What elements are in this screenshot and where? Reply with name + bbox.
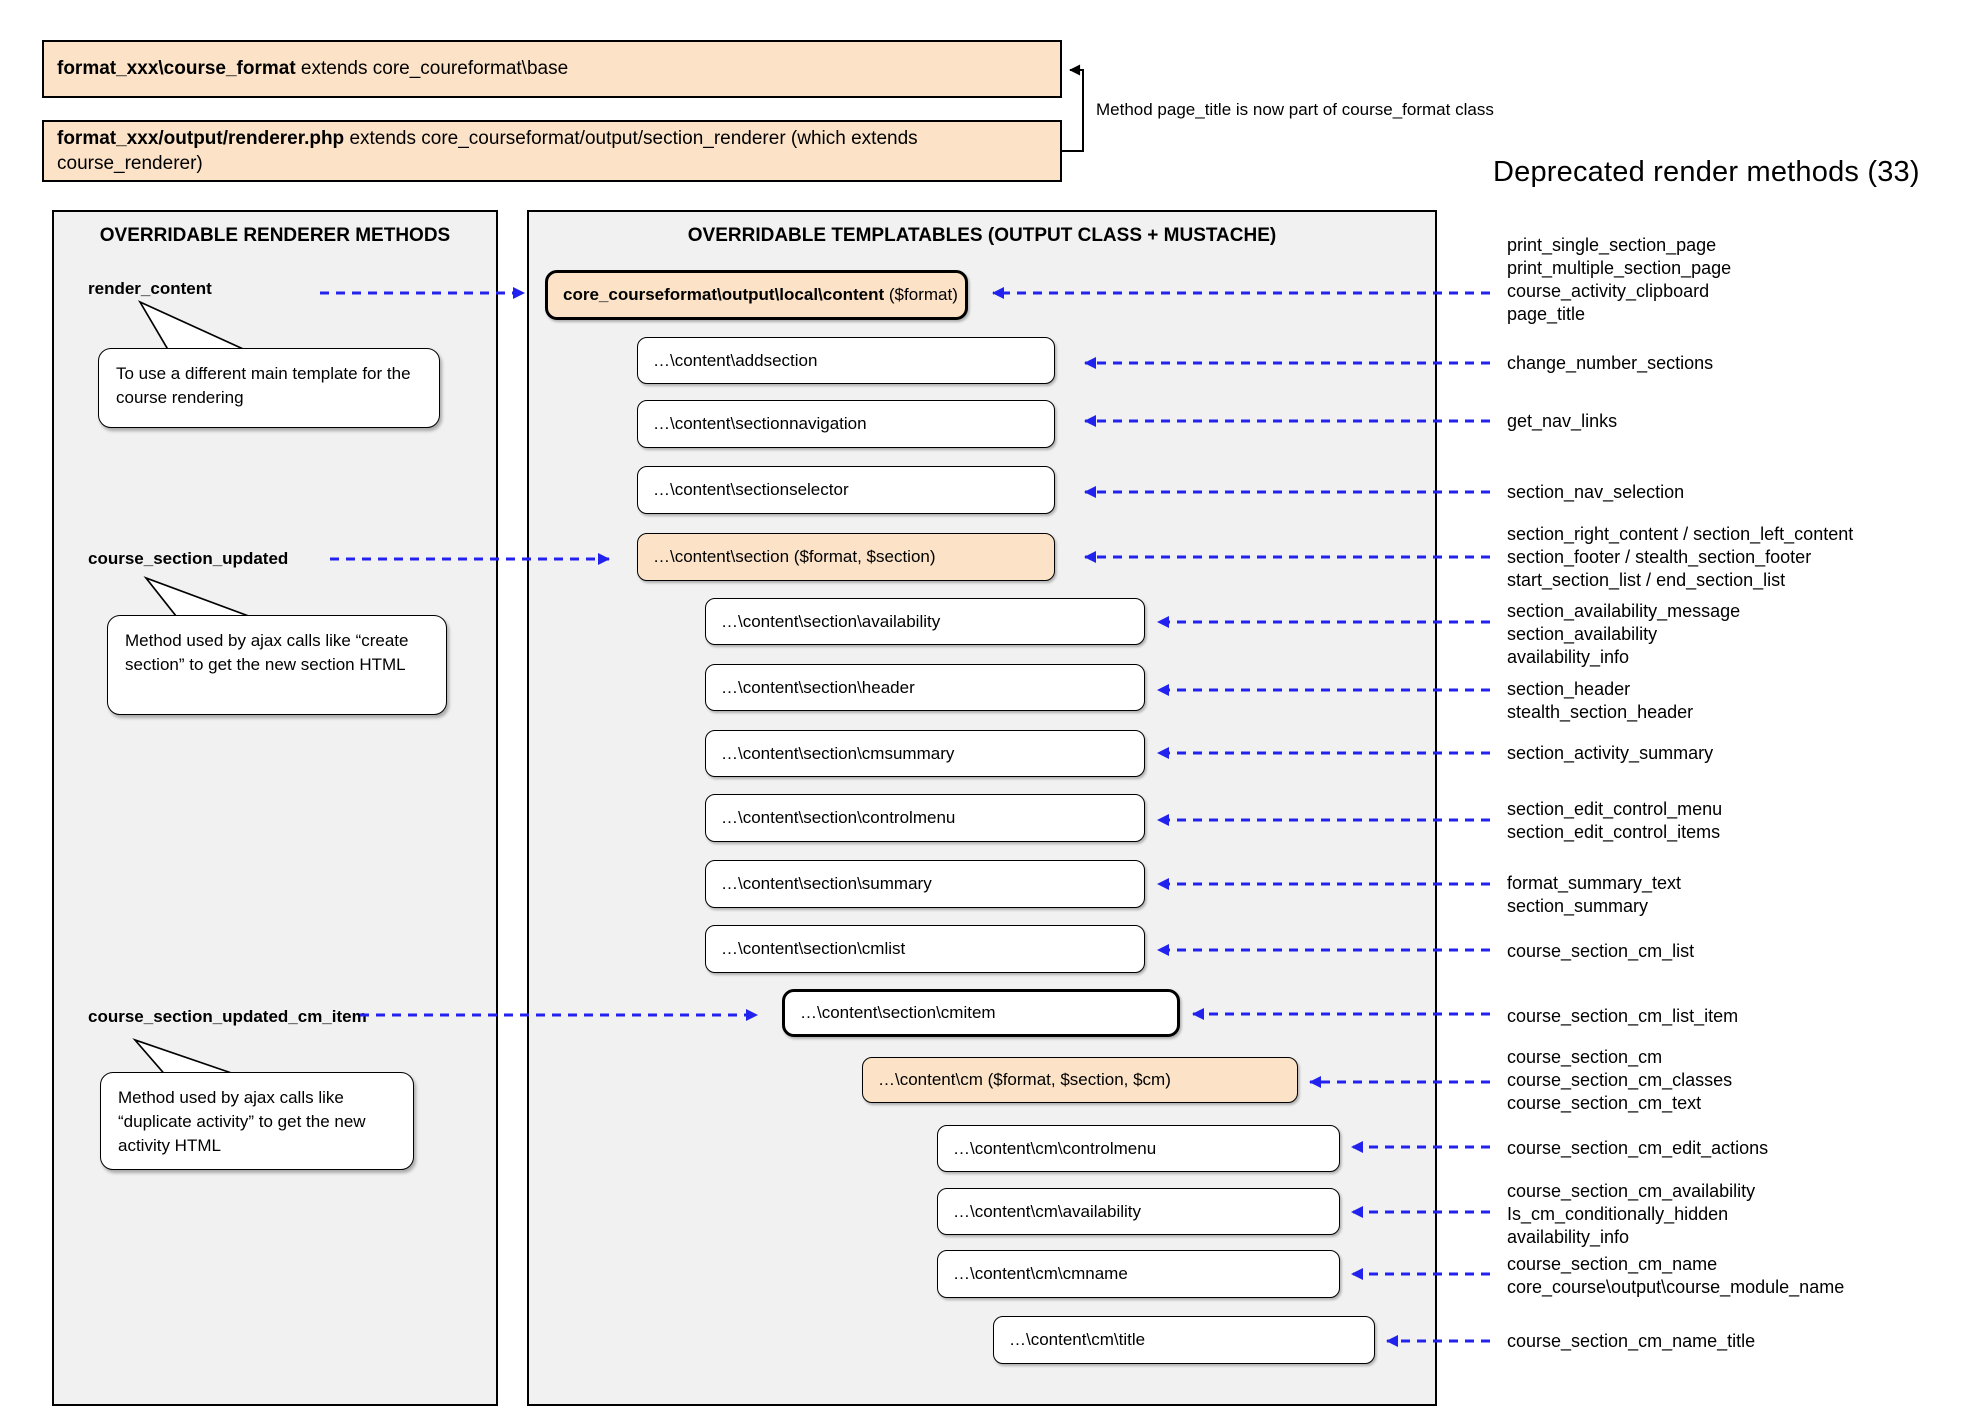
- templatable-label: …\content\addsection: [653, 350, 818, 370]
- deprecated-method-name: page_title: [1507, 304, 1586, 324]
- class-definition-text: [57, 126, 1047, 176]
- deprecated-method-name: stealth_section_header: [1507, 702, 1694, 722]
- renderer-method-course-section-updated-cm-item: course_section_updated_cm_item: [88, 1007, 367, 1026]
- deprecated-method-name: print_multiple_section_page: [1507, 258, 1732, 278]
- deprecated-method-name: section_edit_control_menu: [1507, 799, 1723, 819]
- deprecated-method-group: [1507, 352, 1713, 375]
- deprecated-method-name: section_summary: [1507, 896, 1649, 916]
- deprecated-method-name: start_section_list / end_section_list: [1507, 570, 1786, 590]
- templatable-box-section-cmsummary: [705, 730, 1145, 777]
- deprecated-method-group: [1507, 742, 1713, 765]
- deprecated-method-group: [1507, 481, 1684, 504]
- class-definition-box-renderer: [42, 120, 1062, 182]
- templatable-label: …\content\section\cmlist: [721, 939, 906, 958]
- templatable-box-section-availability: [705, 598, 1145, 645]
- templatable-label: …\content\section\controlmenu: [721, 808, 956, 827]
- deprecated-method-group: [1507, 678, 1693, 724]
- templatable-box-section-header: [705, 664, 1145, 711]
- renderer-methods-panel-title: OVERRIDABLE RENDERER METHODS: [99, 225, 451, 246]
- templatable-label: …\content\section\cmsummary: [721, 743, 955, 763]
- bracket-connector: [1062, 70, 1083, 151]
- templatable-label: …\content\section\cmitem: [800, 1003, 996, 1022]
- deprecated-method-name: Is_cm_conditionally_hidden: [1507, 1204, 1729, 1224]
- callout-bubble-course-section-updated-cm-item: Method used by ajax calls like “duplicate activity” to get the new activity HTML: [100, 1072, 414, 1170]
- deprecated-method-name: course_section_cm_availability: [1507, 1181, 1756, 1201]
- deprecated-method-name: availability_info: [1507, 647, 1630, 667]
- deprecated-method-group: [1507, 234, 1731, 326]
- deprecated-method-group: [1507, 1137, 1768, 1160]
- templatable-label: …\content\section ($format, $section): [653, 547, 936, 566]
- templatable-box-section-cmlist: [705, 925, 1145, 973]
- renderer-method-render-content: render_content: [88, 279, 212, 298]
- templatable-box-section-cmitem: [782, 989, 1180, 1037]
- templatable-label-rest: ($format): [884, 285, 958, 304]
- deprecated-method-name: section_header: [1507, 679, 1631, 699]
- templatable-label: …\content\cm\controlmenu: [953, 1138, 1157, 1158]
- deprecated-method-group: [1507, 1046, 1732, 1115]
- renderer-method-course-section-updated: course_section_updated: [88, 549, 289, 568]
- templatable-label: …\content\section\availability: [721, 611, 941, 631]
- class-definition-box-course-format: [42, 40, 1062, 98]
- templatable-label: …\content\cm\cmname: [953, 1264, 1128, 1283]
- deprecated-method-group: [1507, 872, 1681, 918]
- deprecated-method-name: course_section_cm_list_item: [1507, 1006, 1739, 1026]
- class-name-bold: format_xxx/output/renderer.php: [57, 127, 345, 149]
- page-title-note: Method page_title is now part of course_format class: [1096, 100, 1494, 119]
- templatable-box-section: [637, 533, 1055, 581]
- templatable-box-cm-controlmenu: [937, 1125, 1340, 1172]
- deprecated-method-name: course_section_cm_list: [1507, 941, 1695, 961]
- callout-bubble-course-section-updated: Method used by ajax calls like “create section” to get the new section HTML: [107, 615, 447, 715]
- deprecated-method-name: core_course\output\course_module_name: [1507, 1277, 1845, 1297]
- templatable-box-section-controlmenu: [705, 794, 1145, 842]
- deprecated-method-name: get_nav_links: [1507, 411, 1618, 431]
- deprecated-method-name: course_activity_clipboard: [1507, 281, 1710, 301]
- templatable-label: …\content\cm\availability: [953, 1201, 1142, 1221]
- templatable-label: …\content\section\header: [721, 677, 915, 697]
- deprecated-method-name: section_nav_selection: [1507, 482, 1685, 502]
- deprecated-method-name: course_section_cm_text: [1507, 1093, 1702, 1113]
- deprecated-method-group: [1507, 1253, 1844, 1299]
- deprecated-methods-heading: Deprecated render methods (33): [1493, 156, 1920, 188]
- class-definition-text: [57, 56, 568, 81]
- templatable-box-cm-cmname: [937, 1250, 1340, 1298]
- class-extends-text: extends core_courseformat/output/section_renderer (which extends course_renderer): [57, 127, 918, 174]
- class-name-bold: format_xxx\course_format: [57, 58, 296, 80]
- deprecated-method-group: [1507, 1330, 1755, 1353]
- templatable-box-cm-availability: [937, 1188, 1340, 1235]
- deprecated-method-name: print_single_section_page: [1507, 235, 1717, 255]
- templatable-label: …\content\sectionnavigation: [653, 414, 867, 433]
- templatable-box-section-summary: [705, 860, 1145, 908]
- deprecated-method-group: [1507, 798, 1722, 844]
- deprecated-method-group: [1507, 410, 1617, 433]
- deprecated-method-name: availability_info: [1507, 1227, 1630, 1247]
- templatable-box-content: [545, 270, 968, 320]
- deprecated-method-group: [1507, 940, 1694, 963]
- templatable-box-cm-title: [993, 1316, 1375, 1364]
- deprecated-method-name: section_availability_message: [1507, 601, 1741, 621]
- templatable-label: …\content\sectionselector: [653, 480, 849, 499]
- deprecated-method-group: [1507, 600, 1740, 669]
- deprecated-method-group: [1507, 1005, 1738, 1028]
- templatable-label: …\content\cm ($format, $section, $cm): [878, 1070, 1171, 1089]
- templatable-box-sectionselector: [637, 466, 1055, 514]
- deprecated-method-group: [1507, 1180, 1755, 1249]
- deprecated-method-group: [1507, 523, 1853, 592]
- deprecated-method-name: section_availability: [1507, 624, 1658, 644]
- deprecated-method-name: course_section_cm: [1507, 1047, 1663, 1067]
- deprecated-method-name: course_section_cm_name: [1507, 1254, 1718, 1274]
- deprecated-method-name: section_activity_summary: [1507, 743, 1714, 763]
- callout-bubble-render-content: To use a different main template for the course rendering: [98, 348, 440, 428]
- templatable-label: [563, 285, 958, 305]
- deprecated-method-name: course_section_cm_edit_actions: [1507, 1138, 1769, 1158]
- templatable-label: …\content\section\summary: [721, 874, 932, 893]
- deprecated-method-name: format_summary_text: [1507, 873, 1682, 893]
- deprecated-method-name: course_section_cm_name_title: [1507, 1331, 1756, 1351]
- templatable-label-bold: core_courseformat\output\local\content: [563, 285, 885, 304]
- deprecated-method-name: change_number_sections: [1507, 353, 1714, 373]
- class-extends-text: extends core_coureformat\base: [295, 58, 569, 80]
- deprecated-method-name: section_footer / stealth_section_footer: [1507, 547, 1812, 567]
- templatables-panel-title: OVERRIDABLE TEMPLATABLES (OUTPUT CLASS + MUSTACHE): [687, 225, 1277, 246]
- templatable-box-addsection: [637, 337, 1055, 384]
- deprecated-method-name: section_edit_control_items: [1507, 822, 1721, 842]
- deprecated-method-name: course_section_cm_classes: [1507, 1070, 1733, 1090]
- templatable-box-sectionnavigation: [637, 400, 1055, 448]
- templatable-box-cm: [862, 1057, 1298, 1103]
- templatable-label: …\content\cm\title: [1009, 1330, 1146, 1349]
- deprecated-method-name: section_right_content / section_left_content: [1507, 524, 1854, 544]
